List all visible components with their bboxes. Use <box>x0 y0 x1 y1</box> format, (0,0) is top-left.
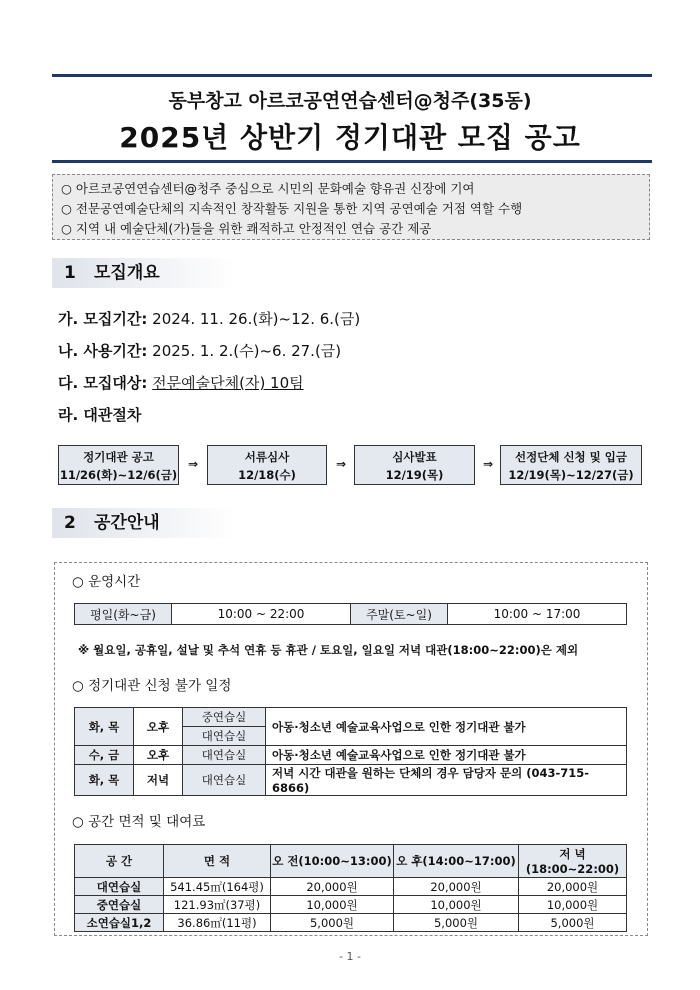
item-value: 2024. 11. 26.(화)~12. 6.(금) <box>152 310 361 328</box>
room-name: 대연습실 <box>75 878 164 896</box>
section-1-heading <box>52 258 236 288</box>
flow-step-application <box>500 445 642 485</box>
fee-heading: ○ 공간 면적 및 대여료 <box>72 814 206 830</box>
intro-box <box>52 174 650 240</box>
flow-step-result <box>354 445 475 485</box>
table-row <box>75 765 627 796</box>
column-header: 공 간 <box>75 845 164 878</box>
column-header: 저 녁(18:00~22:00) <box>519 845 627 878</box>
reason-cell: 저녁 시간 대관을 원하는 단체의 경우 담당자 문의 (043-715-6866) <box>266 765 627 796</box>
fee-morning: 10,000원 <box>271 896 394 914</box>
fee-evening: 10,000원 <box>519 896 627 914</box>
usage-period <box>58 340 341 361</box>
days-cell: 화, 목 <box>75 765 134 796</box>
room-area: 36.86㎡(11평) <box>164 914 271 932</box>
room-cell: 대연습실 <box>183 746 266 765</box>
room-cell: 대연습실 <box>183 765 266 796</box>
intro-line: ○ 아르코공연연습센터@청주 중심으로 시민의 문화예술 향유권 신장에 기여 <box>61 181 475 196</box>
room-cell: 중연습실 <box>183 708 266 727</box>
weekend-label: 주말(토~일) <box>351 604 448 625</box>
table-row <box>75 708 627 727</box>
room-name: 소연습실1,2 <box>75 914 164 932</box>
flow-step-title: 서류심사 <box>244 450 290 464</box>
flow-step-date: 12/19(목)~12/27(금) <box>508 468 634 482</box>
weekday-label: 평일(화~금) <box>75 604 172 625</box>
flow-step-title: 선정단체 신청 및 입금 <box>515 450 627 464</box>
time-cell: 오후 <box>134 746 183 765</box>
flow-arrow: ⇒ <box>483 457 494 471</box>
table-header-row <box>75 845 627 878</box>
section-number: 1 <box>64 263 76 283</box>
item-label: 나. 사용기간: <box>58 342 148 360</box>
flow-step-title: 정기대관 공고 <box>83 450 154 464</box>
closure-note: ※ 월요일, 공휴일, 설날 및 추석 연휴 등 휴관 / 토요일, 일요일 저녁 대관(18:00~22:00)은 제외 <box>78 643 579 657</box>
reason-cell: 아동·청소년 예술교육사업으로 인한 정기대관 불가 <box>266 746 627 765</box>
item-label: 다. 모집대상: <box>58 374 148 392</box>
page-number: - 1 - <box>339 950 361 963</box>
room-area: 121.93㎡(37평) <box>164 896 271 914</box>
fee-morning: 20,000원 <box>271 878 394 896</box>
section-title: 모집개요 <box>94 263 160 283</box>
item-label: 라. 대관절차 <box>58 406 142 424</box>
section-number: 2 <box>64 513 76 533</box>
item-label: 가. 모집기간: <box>58 310 148 328</box>
fee-afternoon: 5,000원 <box>394 914 519 932</box>
flow-step-date: 11/26(화)~12/6(금) <box>59 468 178 482</box>
header-subtitle: 동부창고 아르코공연연습센터@청주(35동) <box>168 90 532 112</box>
intro-line: ○ 지역 내 예술단체(가)들을 위한 쾌적하고 안정적인 연습 공간 제공 <box>61 221 432 236</box>
column-header: 오 전(10:00~13:00) <box>271 845 394 878</box>
header-top-rule <box>52 74 652 77</box>
table-row <box>75 746 627 765</box>
flow-step-date: 12/19(목) <box>385 468 444 482</box>
flow-step-document-review <box>207 445 327 485</box>
page-title: 2025년 상반기 정기대관 모집 공고 <box>119 121 581 154</box>
room-name: 중연습실 <box>75 896 164 914</box>
table-row <box>75 896 627 914</box>
weekday-time: 10:00 ~ 22:00 <box>172 604 351 625</box>
recruit-target <box>58 372 304 393</box>
flow-arrow: ⇒ <box>336 457 347 471</box>
unavailable-heading: ○ 정기대관 신청 불가 일정 <box>72 678 232 694</box>
flow-step-date: 12/18(수) <box>238 468 296 482</box>
fee-afternoon: 20,000원 <box>394 878 519 896</box>
hours-heading: ○ 운영시간 <box>72 574 141 590</box>
column-header: 면 적 <box>164 845 271 878</box>
hours-table <box>74 603 627 625</box>
intro-line: ○ 전문공연예술단체의 지속적인 창작활동 지원을 통한 지역 공연예술 거점 역할 수행 <box>61 201 523 216</box>
fee-afternoon: 10,000원 <box>394 896 519 914</box>
flow-step-title: 심사발표 <box>392 450 437 464</box>
days-cell: 화, 목 <box>75 708 134 746</box>
section-title: 공간안내 <box>94 513 160 533</box>
unavailable-table <box>74 707 627 796</box>
recruit-period <box>58 308 360 329</box>
time-cell: 오후 <box>134 708 183 746</box>
fee-evening: 5,000원 <box>519 914 627 932</box>
time-cell: 저녁 <box>134 765 183 796</box>
section-2-heading <box>52 508 236 538</box>
item-value: 전문예술단체(자) 10팀 <box>152 374 304 392</box>
fee-table <box>74 844 627 932</box>
table-row <box>75 878 627 896</box>
room-area: 541.45㎡(164평) <box>164 878 271 896</box>
column-header: 오 후(14:00~17:00) <box>394 845 519 878</box>
fee-evening: 20,000원 <box>519 878 627 896</box>
header-bottom-rule <box>52 160 652 163</box>
weekend-time: 10:00 ~ 17:00 <box>448 604 627 625</box>
item-value: 2025. 1. 2.(수)~6. 27.(금) <box>152 342 342 360</box>
reason-cell: 아동·청소년 예술교육사업으로 인한 정기대관 불가 <box>266 708 627 746</box>
rental-procedure <box>58 404 141 425</box>
table-row <box>75 914 627 932</box>
room-cell: 대연습실 <box>183 727 266 746</box>
flow-arrow: ⇒ <box>188 457 199 471</box>
days-cell: 수, 금 <box>75 746 134 765</box>
fee-morning: 5,000원 <box>271 914 394 932</box>
flow-step-announcement <box>58 445 179 485</box>
